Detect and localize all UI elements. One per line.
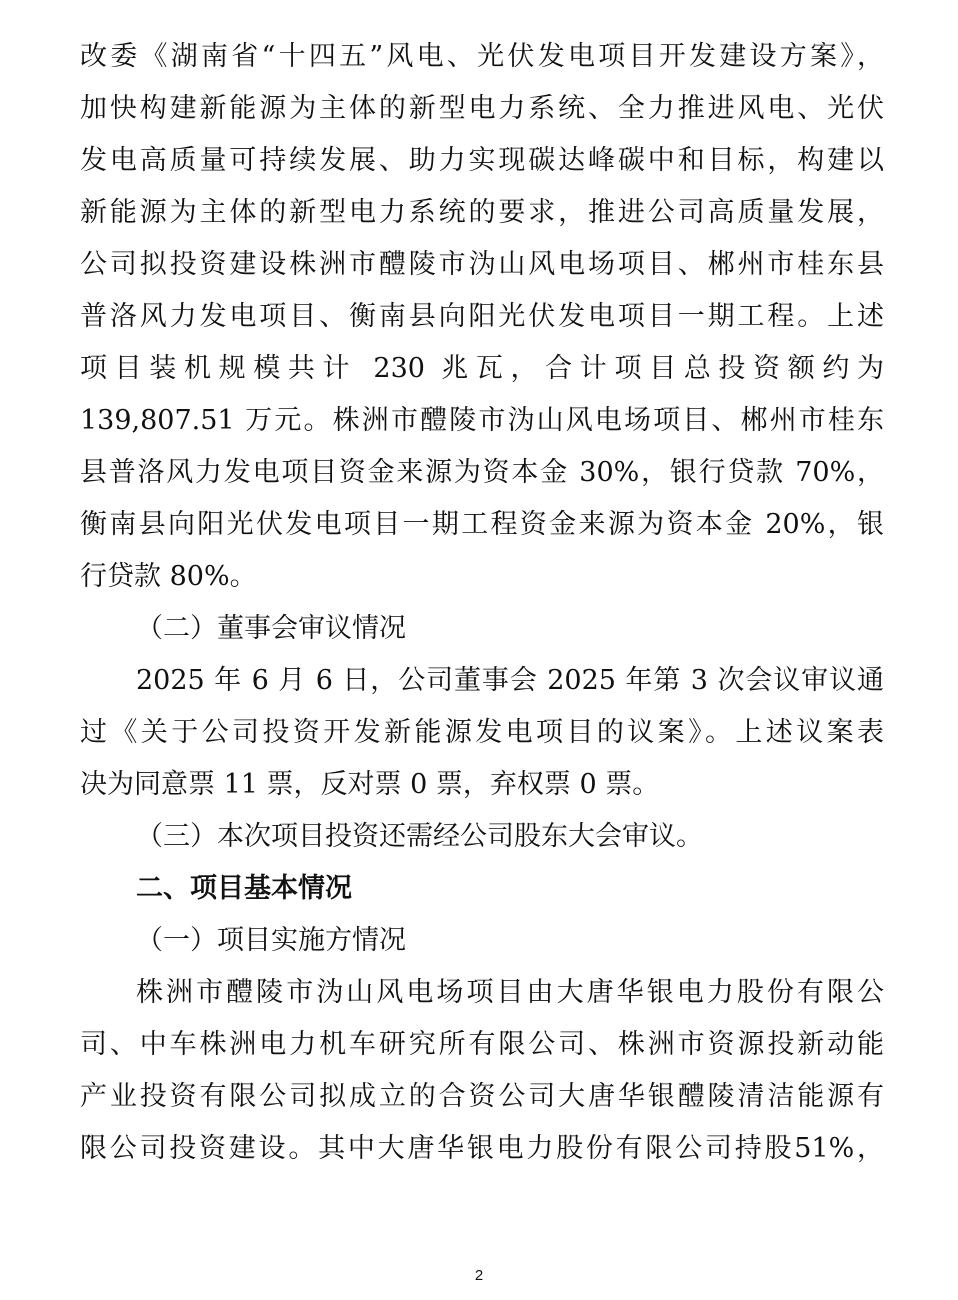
text-line: 限公司投资建设。其中大唐华银电力股份有限公司持股51%， <box>80 1133 884 1164</box>
text-line: 加快构建新能源为主体的新型电力系统、全力推进风电、光伏 <box>80 93 884 124</box>
section-heading-board-review: （二）董事会审议情况 <box>136 613 406 644</box>
text-line: 过《关于公司投资开发新能源发电项目的议案》。上述议案表 <box>80 717 884 748</box>
text-line: 改委《湖南省“十四五”风电、光伏发电项目开发建设方案》， <box>80 41 884 72</box>
paragraph-implementer <box>80 967 884 1175</box>
document-body <box>80 31 884 1175</box>
paragraph-shareholder-review: （三）本次项目投资还需经公司股东大会审议。 <box>136 821 703 852</box>
text-line: 株洲市醴陵市沩山风电场项目由大唐华银电力股份有限公 <box>136 977 884 1008</box>
text-line: 新能源为主体的新型电力系统的要求，推进公司高质量发展， <box>80 197 884 228</box>
section-heading-project-basic: 二、项目基本情况 <box>136 873 352 904</box>
text-line: 2025 年 6 月 6 日，公司董事会 2025 年第 3 次会议审议通 <box>136 665 884 696</box>
text-line: 产业投资有限公司拟成立的合资公司大唐华银醴陵清洁能源有 <box>80 1081 884 1112</box>
text-line: 普洛风力发电项目、衡南县向阳光伏发电项目一期工程。上述 <box>80 301 884 332</box>
text-line: 行贷款 80%。 <box>80 561 257 592</box>
text-line: 139,807.51 万元。株洲市醴陵市沩山风电场项目、郴州市桂东 <box>80 405 884 436</box>
text-line: 公司拟投资建设株洲市醴陵市沩山风电场项目、郴州市桂东县 <box>80 249 884 280</box>
text-line: 司、中车株洲电力机车研究所有限公司、株洲市资源投新动能 <box>80 1029 884 1060</box>
text-line: 项目装机规模共计 230 兆瓦，合计项目总投资额约为 <box>80 353 884 384</box>
text-line: 衡南县向阳光伏发电项目一期工程资金来源为资本金 20%，银 <box>80 509 884 540</box>
text-line: 发电高质量可持续发展、助力实现碳达峰碳中和目标，构建以 <box>80 145 884 176</box>
page-number: 2 <box>474 1267 484 1284</box>
subsection-heading-implementer: （一）项目实施方情况 <box>136 925 406 956</box>
text-line: 县普洛风力发电项目资金来源为资本金 30%，银行贷款 70%， <box>80 457 884 488</box>
paragraph-investment-projects <box>80 31 884 603</box>
text-line: 决为同意票 11 票，反对票 0 票，弃权票 0 票。 <box>80 769 660 800</box>
paragraph-board-review <box>80 655 884 811</box>
